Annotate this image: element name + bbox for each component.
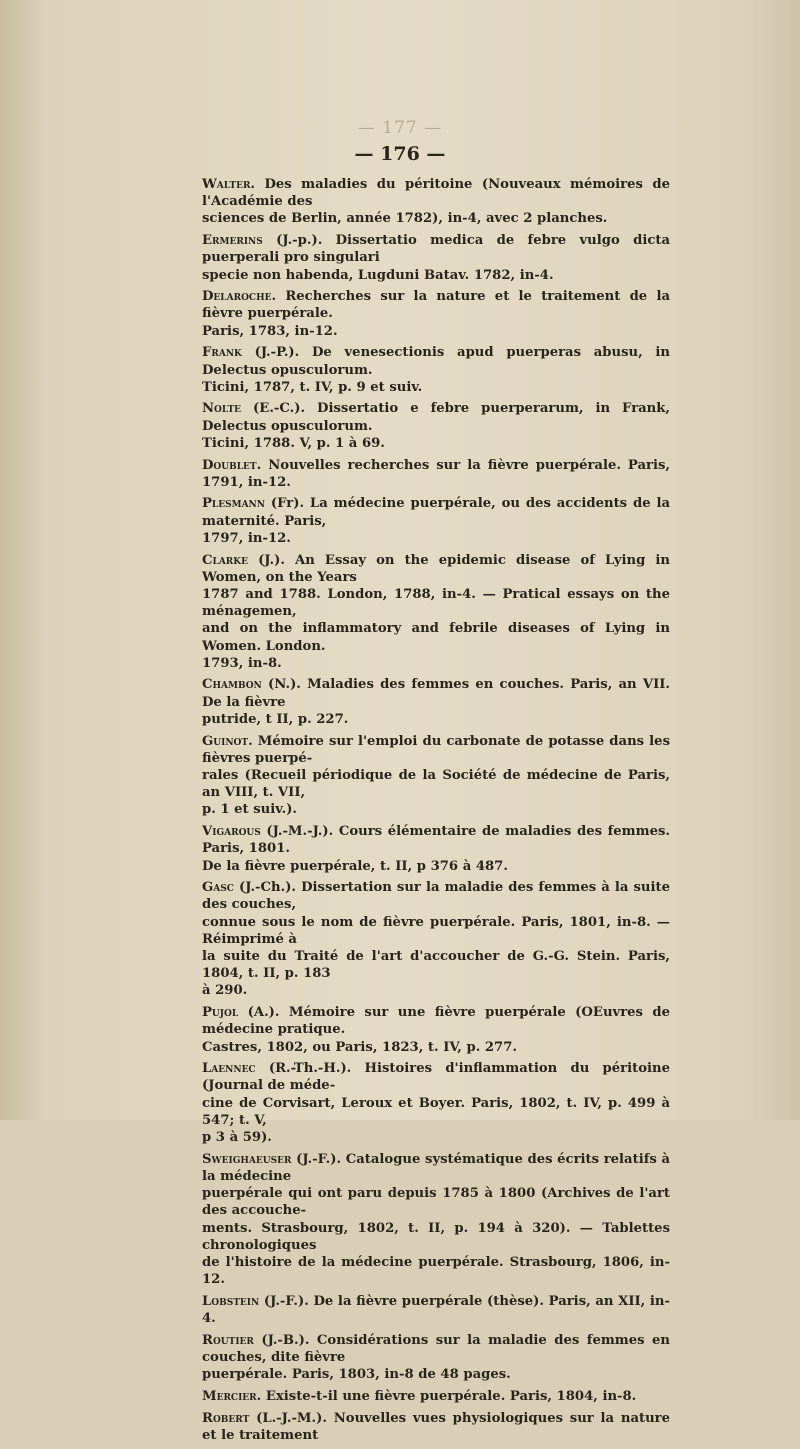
entry-author: Sweighaeuser xyxy=(202,1151,292,1167)
page-number: — 176 — xyxy=(354,143,446,165)
entry-text-line: (J.-M.-J.). Cours élémentaire de maladies des femmes. Paris, 1801. xyxy=(202,824,670,857)
entry-author: Gasc xyxy=(202,880,234,896)
bibliography-entry xyxy=(202,1293,670,1327)
entry-author: Mercier. xyxy=(202,1388,262,1404)
entry-author: Plesmann xyxy=(202,496,266,512)
bibliography-entry xyxy=(202,676,670,728)
entry-author: Vigarous xyxy=(202,824,261,840)
bibliography-entry xyxy=(202,552,670,672)
bibliography-list xyxy=(202,176,670,1449)
entry-text-line: sciences de Berlin, année 1782), in-4, avec 2 planches. xyxy=(202,211,608,227)
entry-text-line: p. 1 et suiv.). xyxy=(202,802,298,818)
bibliography-entry xyxy=(202,176,670,228)
entry-text-line: la suite du Traité de l'art d'accoucher de G.-G. Stein. Paris, 1804, t. II, p. 183 xyxy=(202,949,670,982)
entry-author: Pujol xyxy=(202,1005,239,1021)
entry-text-line: (J.-B.). Considérations sur la maladie des femmes en couches, dite fièvre xyxy=(202,1332,670,1365)
entry-text-line: Nouvelles recherches sur la fièvre puerpérale. Paris, 1791, in-12. xyxy=(202,457,671,490)
entry-author: Frank xyxy=(202,345,242,361)
entry-author: Robert xyxy=(202,1410,250,1426)
entry-text-line: Recherches sur la nature et le traitement de la fièvre puerpérale. xyxy=(202,289,671,322)
bibliography-entry xyxy=(202,1332,670,1384)
entry-text-line: (A.). Mémoire sur une fièvre puerpérale (OEuvres de médecine pratique. xyxy=(202,1005,670,1038)
entry-text-line: (J.-F.). Catalogue systématique des écrits relatifs à la médecine xyxy=(202,1151,671,1184)
bibliography-entry xyxy=(202,344,670,396)
bibliography-entry xyxy=(202,400,670,452)
bibliography-entry xyxy=(202,457,670,491)
bibliography-entry xyxy=(202,1410,670,1444)
entry-text-line: and on the inflammatory and febrile diseases of Lying in Women. London. xyxy=(202,621,670,654)
entry-text-line: (J.-F.). De la fièvre puerpérale (thèse). Paris, an XII, in-4. xyxy=(202,1293,670,1327)
entry-text-line: ments. Strasbourg, 1802, t. II, p. 194 à 320). — Tablettes chronologiques xyxy=(202,1220,670,1253)
entry-author: Nolte xyxy=(202,401,242,417)
bibliography-entry xyxy=(202,288,670,340)
entry-author: Routier xyxy=(202,1332,254,1348)
entry-author: Laennec xyxy=(202,1061,256,1077)
entry-text-line: (E.-C.). Dissertatio e febre puerperarum, in Frank, Delectus opusculorum. xyxy=(202,401,670,434)
entry-text-line: 1793, in-8. xyxy=(202,655,282,671)
entry-text-line: connue sous le nom de fièvre puerpérale. Paris, 1801, in-8. — Réimprimé à xyxy=(202,914,670,947)
entry-text-line: puerpérale. Paris, 1803, in-8 de 48 pages. xyxy=(202,1367,511,1383)
entry-author: Chambon xyxy=(202,677,262,693)
entry-text-line: Mémoire sur l'emploi du carbonate de potasse dans les fièvres puerpé- xyxy=(202,733,670,766)
bibliography-entry xyxy=(202,733,670,819)
entry-text-line: putride, t II, p. 227. xyxy=(202,711,349,727)
entry-text-line: 1797, in-12. xyxy=(202,530,291,546)
entry-author: Clarke xyxy=(202,552,248,568)
entry-text-line: puerpérale qui ont paru depuis 1785 à 1800 (Archives de l'art des accouche- xyxy=(202,1186,670,1219)
entry-text-line: specie non habenda, Lugduni Batav. 1782, in-4. xyxy=(202,267,554,283)
entry-author: Lobstein xyxy=(202,1293,260,1309)
bibliography-entry xyxy=(202,879,670,999)
entry-author: Ermerins xyxy=(202,233,263,249)
entry-text-line: (J.). An Essay on the epidemic disease of Lying in Women, on the Years xyxy=(202,552,671,585)
entry-text-line: p 3 à 59). xyxy=(202,1130,272,1146)
bibliography-entry xyxy=(202,495,670,547)
bibliography-entry xyxy=(202,1388,670,1405)
entry-author: Doublet. xyxy=(202,457,262,473)
entry-text-line: Castres, 1802, ou Paris, 1823, t. IV, p. 277. xyxy=(202,1039,517,1055)
bibliography-entry xyxy=(202,823,670,875)
entry-text-line: à 290. xyxy=(202,983,248,999)
bleed-through-page-number: — 177 — xyxy=(357,118,443,138)
entry-text-line: (R.-Th.-H.). Histoires d'inflammation du péritoine (Journal de méde- xyxy=(202,1061,670,1094)
entry-author: Guinot. xyxy=(202,733,253,749)
entry-text-line: cine de Corvisart, Leroux et Boyer. Paris, 1802, t. IV, p. 499 à 547; t. V, xyxy=(202,1095,670,1128)
entry-text-line: (J.-P.). De venesectionis apud puerperas abusu, in Delectus opusculorum. xyxy=(202,345,670,378)
entry-text-line: (L.-J.-M.). Nouvelles vues physiologiques sur la nature et le traitement xyxy=(202,1410,671,1443)
entry-text-line: Ticini, 1788. V, p. 1 à 69. xyxy=(202,435,385,451)
bibliography-entry xyxy=(202,232,670,284)
bibliography-entry xyxy=(202,1060,670,1146)
entry-author: Delaroche. xyxy=(202,289,277,305)
entry-text-line: Existe-t-il une fièvre puerpérale. Paris, 1804, in-8. xyxy=(265,1388,637,1404)
entry-text-line: Paris, 1783, in-12. xyxy=(202,323,338,339)
entry-text-line: De la fièvre puerpérale, t. II, p 376 à 487. xyxy=(202,858,508,874)
bibliography-entry xyxy=(202,1151,670,1289)
entry-author: Walter. xyxy=(202,177,256,192)
entry-text-line: Ticini, 1787, t. IV, p. 9 et suiv. xyxy=(202,379,423,395)
entry-text-line: (Fr). La médecine puerpérale, ou des accidents de la maternité. Paris, xyxy=(202,496,671,529)
entry-text-line: Des maladies du péritoine (Nouveaux mémoires de l'Académie des xyxy=(202,177,670,210)
entry-text-line: (J.-p.). Dissertatio medica de febre vulgo dicta puerperali pro singulari xyxy=(202,233,671,266)
entry-text-line: (N.). Maladies des femmes en couches. Paris, an VII. De la fièvre xyxy=(202,677,671,710)
entry-text-line: rales (Recueil périodique de la Société de médecine de Paris, an VIII, t. VII, xyxy=(202,768,670,801)
bibliography-entry xyxy=(202,1004,670,1056)
entry-text-line: 1787 and 1788. London, 1788, in-4. — Pratical essays on the ménagemen, xyxy=(202,586,670,620)
entry-text-line: (J.-Ch.). Dissertation sur la maladie des femmes à la suite des couches, xyxy=(202,880,671,913)
entry-text-line: de l'histoire de la médecine puerpérale. Strasbourg, 1806, in-12. xyxy=(202,1254,670,1288)
